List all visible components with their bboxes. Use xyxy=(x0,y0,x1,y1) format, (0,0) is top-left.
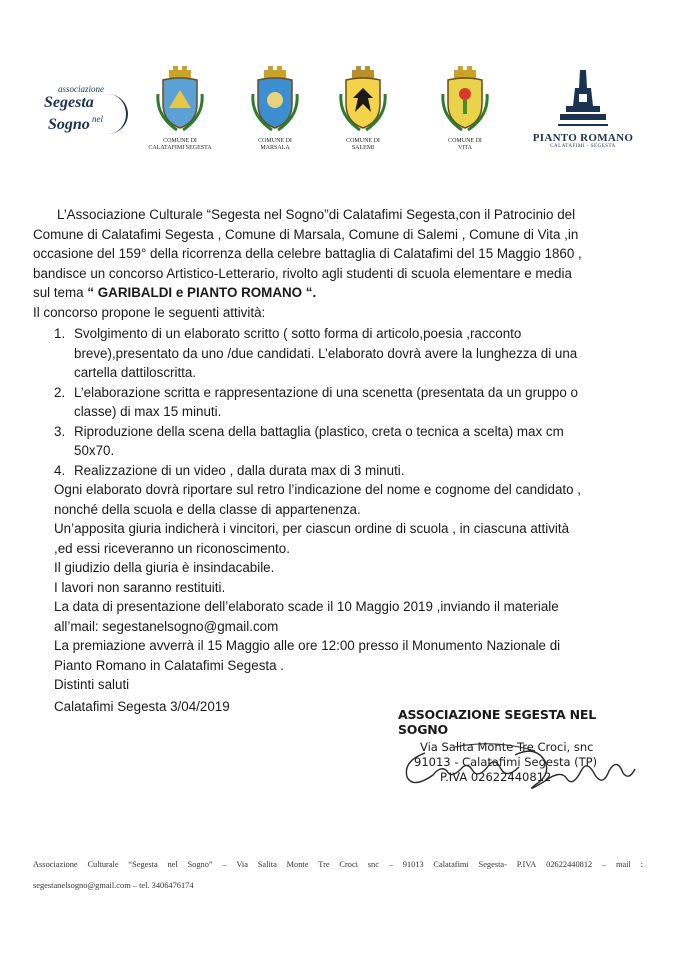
monument-icon xyxy=(558,68,608,130)
coat-of-arms-icon xyxy=(440,64,490,134)
rules-section: Ogni elaborato dovrà riportare sul retro l’indicazione del nome e cognome del candidato , nonché della scuola e della classe di appartenenza. Un’apposita giuria indicherà i vincitori, per ciascun ordine di scuola , in ciascuna attività ,ed essi riceveranno un riconoscimento. Il giudizio della giuria è insindacabile. I lavori non saranno restituiti. La data di presentazione dell’elaborato scade il 10 Maggio 2019 ,inviando il materiale all’mail: segestanelsogno@gmail.com La premiazione avverrà il 15 Maggio alle ore 12:00 presso il Monumento Nazionale di Pianto Romano in Calatafimi Segesta . Distinti saluti Calatafimi Segesta 3/04/2019 xyxy=(33,480,633,716)
email-address: segestanelsogno@gmail.com xyxy=(102,618,279,634)
activity-list xyxy=(33,324,633,480)
footer-line: Associazione Culturale “Segesta nel Sogno” – Via Salita Monte Tre Croci snc – 91013 Calatafimi Segesta- P.IVA 02622440812 – mail : xyxy=(33,860,643,869)
intro-line: bandisce un concorso Artistico-Letterario, rivolto agli studenti di scuola elementare e media xyxy=(33,265,572,281)
salutation: Distinti saluti xyxy=(54,677,130,692)
list-item: 4. Realizzazione di un video , dalla durata max di 3 minuti. xyxy=(54,462,405,478)
theme-line: sul tema “ GARIBALDI e PIANTO ROMANO “. xyxy=(33,285,317,300)
list-intro: Il concorso propone le seguenti attività: xyxy=(33,304,266,320)
contest-theme: “ GARIBALDI e PIANTO ROMANO “. xyxy=(87,285,317,300)
crest-salemi: COMUNE DI SALEMI xyxy=(323,64,403,152)
coat-of-arms-icon xyxy=(338,64,388,134)
crest-marsala: COMUNE DI MARSALA xyxy=(235,64,315,152)
list-item: 1. Svolgimento di un elaborato scritto ( sotto forma di articolo,poesia ,racconto breve),presentato da uno /due candidati. L’elaborato dovrà avere la lunghezza di una cartella dattiloscritta. xyxy=(54,326,578,380)
list-item: 3. Riproduzione della scena della battaglia (plastico, creta o tecnica a scelta) max cm 50x70. xyxy=(54,423,564,458)
crest-vita: COMUNE DI VITA xyxy=(425,64,505,152)
pianto-romano-logo: PIANTO ROMANO CALATAFIMI - SEGESTA xyxy=(528,68,638,149)
letter-body xyxy=(33,205,633,716)
intro-line: occasione del 159° della ricorrenza della celebre battaglia di Calatafimi del 15 Maggio 1860 , xyxy=(33,246,582,261)
association-stamp: ASSOCIAZIONE SEGESTA NEL SOGNO Via Salita Monte Tre Croci, snc 91013 - Calatafimi Segesta (TP) P.IVA 02622440812 xyxy=(398,707,598,784)
coat-of-arms-icon xyxy=(250,64,300,134)
intro-line: L’Associazione Culturale “Segesta nel Sogno”di Calatafimi Segesta,con il Patrocinio del xyxy=(57,207,576,222)
intro-line: Comune di Calatafimi Segesta , Comune di Marsala, Comune di Salemi , Comune di Vita ,in xyxy=(33,226,579,242)
list-item: 2. L’elaborazione scritta e rappresentazione di una scenetta (presentata da un gruppo o classe) di max 15 minuti. xyxy=(54,384,578,419)
crest-calatafimi: COMUNE DI CALATAFIMI SEGESTA xyxy=(140,64,220,152)
footer-contact: segestanelsogno@gmail.com – tel. 3406476174 xyxy=(33,881,194,890)
date-place: Calatafimi Segesta 3/04/2019 xyxy=(54,698,230,714)
association-logo: associazione Segesta nel Sogno xyxy=(30,80,125,150)
letterhead xyxy=(0,50,679,160)
coat-of-arms-icon xyxy=(155,64,205,134)
mail-line: all’mail: segestanelsogno@gmail.com xyxy=(54,618,279,634)
handwritten-signature xyxy=(395,735,640,795)
page-footer xyxy=(33,860,643,890)
